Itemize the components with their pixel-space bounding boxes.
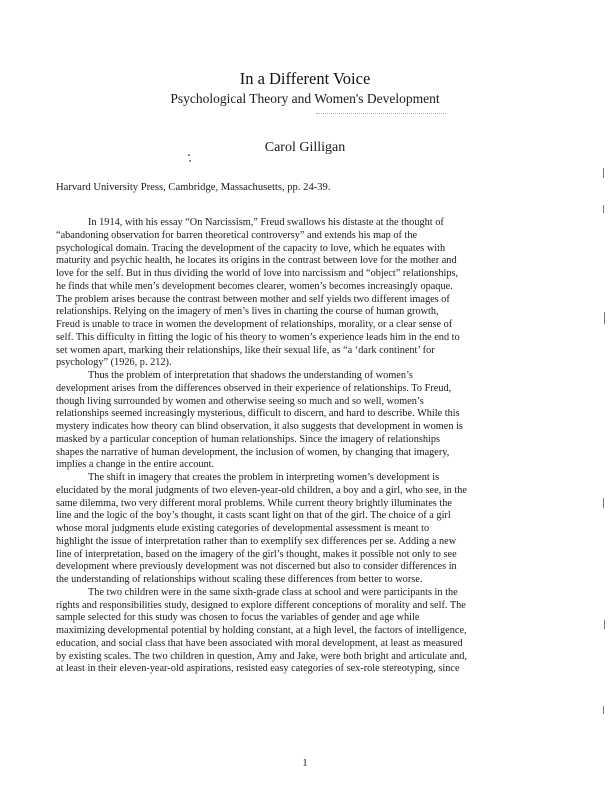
document-title: In a Different Voice (239, 69, 371, 88)
scan-artifact (188, 154, 190, 156)
paragraph-line: set women apart, marking their relationships, like their sexual life, as “a ‘dark continent’ for (56, 344, 435, 356)
scan-artifact (316, 113, 446, 117)
paragraph-line: mystery indicates how theory can blind observation, it also suggests that development in women is (56, 421, 463, 432)
paragraph-line: elucidated by the moral judgments of two eleven-year-old children, a boy and a girl, who see, in the (56, 484, 467, 496)
author-name: Carol Gilligan (264, 140, 346, 155)
paragraph-line: psychological domain. Tracing the development of the capacity to love, which he equates with (56, 242, 446, 254)
paragraph-line: same dilemma, two very different moral problems. While current theory brightly illuminates the (56, 497, 452, 509)
paragraph-line: at least in their eleven-year-old aspirations, resisted easy categories of sex-role stereotyping, since (56, 663, 460, 675)
paragraph-line: implies a change in the entire account. (56, 459, 215, 471)
paragraph-line: The shift in imagery that creates the problem in interpreting women’s development is (88, 472, 440, 483)
document-subtitle: Psychological Theory and Women's Development (170, 91, 440, 106)
paragraph-line: The problem arises because the contrast between mother and self yields two different images of (56, 293, 450, 305)
paragraph-line: development where previously development was not discerned but also to consider differences in (56, 561, 457, 573)
paragraph-line: The two children were in the same sixth-grade class at school and were participants in the (88, 586, 458, 598)
paragraph-line: psychology” (1926, p. 212). (56, 357, 172, 369)
paragraph-line: “abandoning observation for barren theoretical controversy” and extends his map of the (56, 229, 418, 241)
page-number: 1 (302, 757, 308, 769)
paragraph-line: development arises from the differences observed in their experience of relationships. To Freud, (56, 382, 452, 394)
paragraph-line: love for the self. But in thus dividing the world of love into narcissism and “object” relationships, (56, 268, 459, 279)
paragraph-line: highlight the issue of interpretation rather than to exemplify sex differences per se. Adding a new (56, 535, 457, 547)
scan-artifact (189, 160, 191, 162)
paragraph-line: Freud is unable to trace in women the development of relationships, morality, or a clear sense of (56, 319, 453, 330)
paragraph-line: line and the logic of the boy’s thought, it casts scant light on that of the girl. The choice of a girl (56, 510, 451, 522)
scan-artifact (604, 620, 605, 629)
paragraph-line: In 1914, with his essay “On Narcissism,” Freud swallows his distaste at the thought of (88, 217, 444, 228)
scan-artifact (603, 168, 604, 178)
paragraph-line: education, and social class that have been associated with moral development, at least as measured (56, 637, 463, 649)
paragraph-line: rights and responsibilities study, designed to explore different conceptions of morality and self. The (56, 599, 466, 611)
paragraph-line: though living surrounded by women and otherwise seeing so much and so well, women’s (56, 395, 424, 407)
scan-artifact (603, 498, 604, 508)
paragraph-line: he finds that while men’s development becomes clearer, women’s becomes increasingly opaque. (56, 280, 453, 292)
paragraph-line: relationships seemed increasingly mysterious, difficult to discern, and hard to describe. While this (56, 408, 460, 420)
paragraph-line: maturity and psychic health, he locates its origins in the contrast between love for the mother and (56, 255, 457, 267)
paragraph-line: maximizing developmental potential by holding constant, at a high level, the factors of intelligence, (56, 625, 467, 636)
scan-artifact (603, 205, 604, 213)
body-text (56, 217, 556, 676)
scan-artifact (604, 312, 605, 324)
paragraph-line: self. This difficulty in fitting the logic of his theory to women’s experience leads him in the end to (56, 331, 460, 343)
paragraph-line: sample selected for this study was chosen to focus the variables of gender and age while (56, 612, 420, 624)
paragraph-line: whose moral judgments elude existing categories of developmental assessment is meant to (56, 523, 430, 534)
scan-artifact (603, 706, 604, 714)
paragraph-line: line of interpretation, based on the imagery of the girl’s thought, makes it possible not only to see (56, 548, 457, 560)
paragraph-line: shapes the narrative of human development, the inclusion of women, by changing that imagery, (56, 446, 450, 458)
paragraph-line: relationships. Relying on the imagery of men’s lives in charting the course of human growth, (56, 306, 439, 318)
citation: Harvard University Press, Cambridge, Massachusetts, pp. 24-39. (56, 182, 331, 193)
paragraph-line: masked by a particular conception of human relationships. Since the imagery of relationships (56, 433, 441, 445)
paragraph-line: the understanding of relationships without scaling these differences from better to worse. (56, 574, 423, 585)
paragraph-line: by existing scales. The two children in question, Amy and Jake, were both bright and articulate and, (56, 650, 468, 662)
paragraph-line: Thus the problem of interpretation that shadows the understanding of women’s (88, 370, 413, 381)
